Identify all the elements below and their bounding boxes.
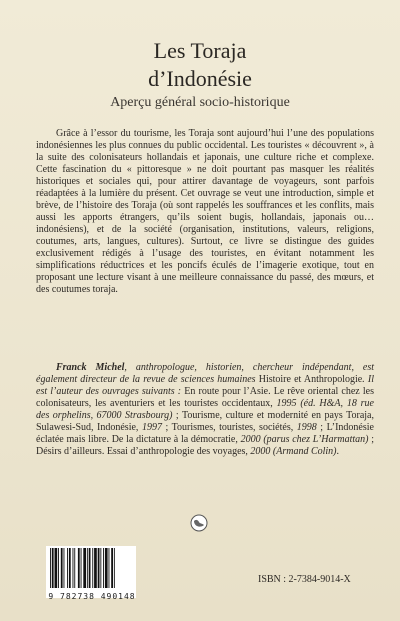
author-role: , anthropologue, historien, chercheur indépendant, est également directeur de la revue de sciences humaines (36, 362, 375, 385)
author-intro: . Il est l’auteur des ouvrages suivants : (36, 374, 375, 397)
barcode-bar (114, 548, 115, 588)
barcode-bar (109, 548, 110, 588)
author-end: . (336, 446, 340, 457)
barcode-bar (50, 548, 51, 588)
barcode-bar (64, 548, 65, 588)
barcode-bar (81, 548, 82, 588)
book-subtitle: Aperçu général socio-historique (110, 95, 290, 110)
barcode-bar (103, 548, 104, 588)
barcode (46, 546, 136, 598)
barcode-bar (89, 548, 91, 588)
author-bio (36, 362, 374, 458)
book-title-line-2: d’Indonésie (148, 66, 252, 91)
barcode-bar (98, 548, 100, 588)
author-pub-2: 1997 (141, 422, 162, 433)
author-pub-1: 1995 (éd. H&A, 18 rue des orphelins, 67000 Strasbourg) (36, 398, 374, 421)
barcode-bar (55, 548, 58, 588)
author-pub-4: 2000 (parus chez L’Harmattan) (240, 434, 369, 445)
author-pub-3: 1998 (296, 422, 317, 433)
barcode-bar (67, 548, 68, 588)
author-work-2: ; Tourisme, culture et modernité en pays Toraja, Sulawesi-Sud, Indonésie, (36, 410, 374, 433)
barcode-bar (69, 548, 71, 588)
barcode-bar (100, 548, 101, 588)
author-work-5: ; Désirs d’ailleurs. Essai d’anthropologie des voyages, (36, 434, 375, 457)
barcode-bar (87, 548, 88, 588)
barcode-bar (78, 548, 80, 588)
barcode-bar (83, 548, 86, 588)
globe-icon (190, 514, 208, 532)
author-name: Franck Michel (56, 362, 125, 373)
barcode-bar (52, 548, 54, 588)
barcode-bar (73, 548, 74, 588)
author-work-4: ; L’Indonésie éclatée mais libre. De la dictature à la démocratie, (36, 422, 374, 445)
barcode-bar (61, 548, 63, 588)
author-work-3: ; Tourismes, touristes, sociétés, (161, 422, 297, 433)
barcode-digits: 9 782738 490148 (48, 592, 136, 601)
barcode-bar (92, 548, 93, 588)
author-work-1: En route pour l’Asie. Le rêve oriental chez les colonisateurs, les aventuriers et les touristes occidentaux, (36, 386, 374, 409)
barcode-bar (74, 548, 75, 588)
book-title-line-1: Les Toraja (153, 38, 247, 63)
book-blurb: Grâce à l’essor du tourisme, les Toraja sont aujourd’hui l’une des populations indonésiennes les plus connues du public occidental. Les touristes « découvrent », à la suite des colonisateurs hollandais et japonais, une culture riche et complexe. Cette fascination du « pittoresque » ne doit pourtant pas masquer les réalités historiques et sociales qui, pour attirer davantage de voyageurs, sont parfois réadaptées à la lumière du présent. Cet ouvrage se veut une introduction, simple et brève, de l’histoire des Toraja (où sont rappelés les souffrances et les conflits, mais aussi les apports étrangers, qu’ils soient bugis, hollandais, japonais ou… indonésiens), et de la société (organisation, institutions, valeurs, religions, coutumes, arts, langues, cultures). Surtout, ce livre se distingue des guides exclusivement rédigés à l’usage des touristes, en évitant notamment les simplifications réductrices et les poncifs éculés de l’imagerie exotique, tout en proposant une lecture visant à une meilleure connaissance du passé, des mœurs, et des coutumes toraja. (36, 128, 374, 295)
author-pub-5: 2000 (Armand Colin) (250, 446, 337, 457)
barcode-bar (94, 548, 97, 588)
barcode-bar (105, 548, 108, 588)
barcode-bar (111, 548, 113, 588)
isbn-number: ISBN : 2-7384-9014-X (258, 574, 351, 585)
author-journal: Histoire et Anthropologie (258, 374, 363, 385)
barcode-bar (58, 548, 59, 588)
